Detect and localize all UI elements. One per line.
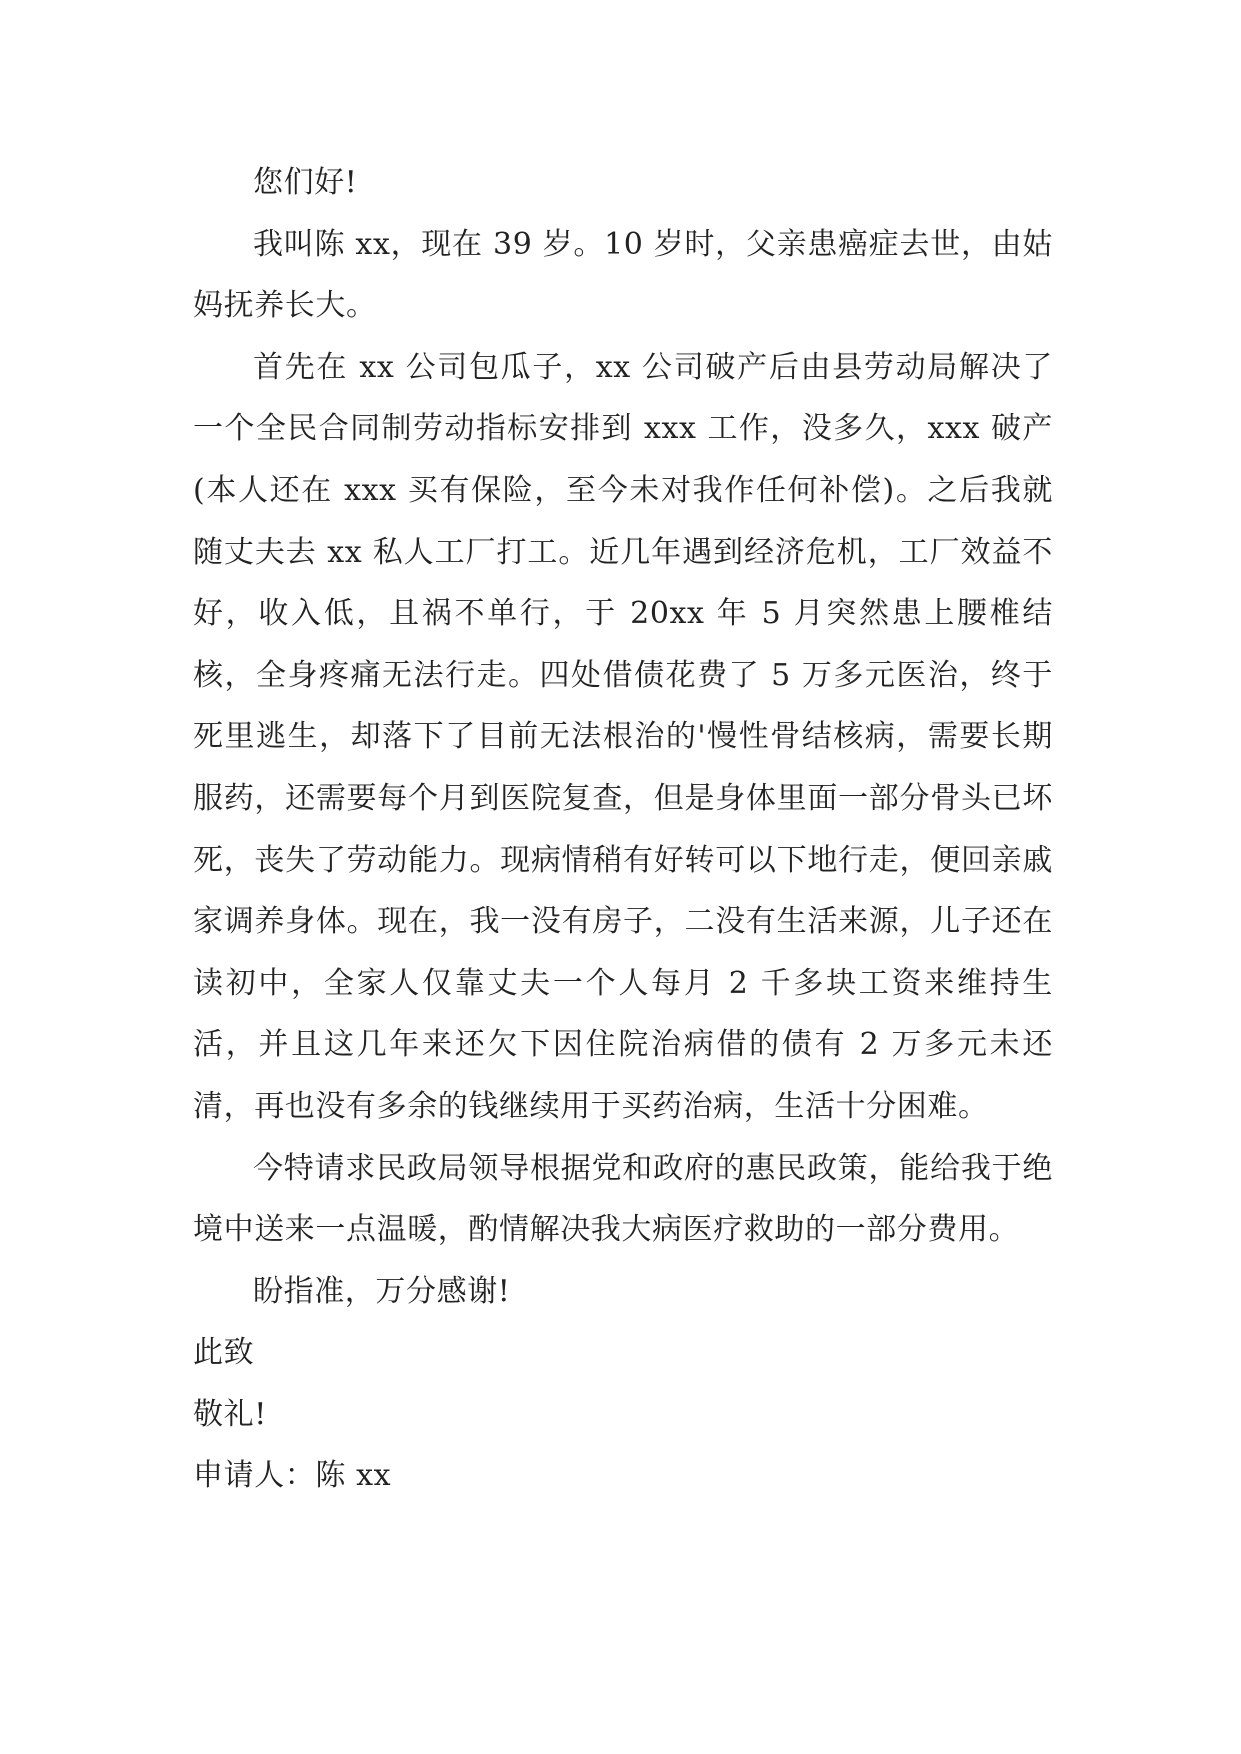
signature: 申请人：陈 xx	[193, 1458, 392, 1494]
greeting: 您们好!	[253, 165, 358, 200]
paragraph-request: 今特请求民政局领导根据党和政府的惠民政策，能给我于绝境中送来一点温暖，酌情解决我大病医疗救助的一部分费用。	[193, 1150, 1053, 1248]
paragraph-history: 首先在 xx 公司包瓜子，xx 公司破产后由县劳动局解决了一个全民合同制劳动指标安排到 xxx 工作，没多久，xxx 破产(本人还在 xxx 买有保险，至今未对我作任何补偿)。之后我就随丈夫去 xx 私人工厂打工。近几年遇到经济危机，工厂效益不好，收入低，且祸不单行，于 20xx 年 5 月突然患上腰椎结核，全身疼痛无法行走。四处借债花费了 5 万多元医治，终于死里逃生，却落下了目前无法根治的'慢性骨结核病，需要长期服药，还需要每个月到医院复查，但是身体里面一部分骨头已坏死，丧失了劳动能力。现病情稍有好转可以下地行走，便回亲戚家调养身体。现在，我一没有房子，二没有生活来源，儿子还在读初中，全家人仅靠丈夫一个人每月 2 千多块工资来维持生活，并且这几年来还欠下因住院治病借的债有 2 万多元未还清，再也没有多余的钱继续用于买药治病，生活十分困难。	[193, 349, 1053, 1124]
closing-respect: 敬礼!	[193, 1396, 267, 1432]
closing-salutation: 此致	[193, 1335, 255, 1371]
letter-body	[193, 152, 1053, 1507]
paragraph-thanks: 盼指准，万分感谢!	[253, 1273, 511, 1309]
paragraph-intro: 我叫陈 xx，现在 39 岁。10 岁时，父亲患癌症去世，由姑妈抚养长大。	[193, 226, 1053, 324]
